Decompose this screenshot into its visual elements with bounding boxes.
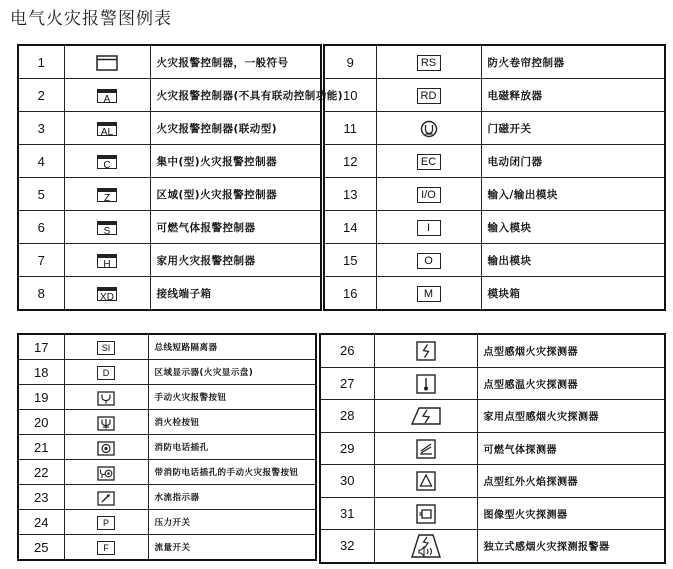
- legend-symbol-cell: [374, 432, 477, 465]
- legend-row: [18, 178, 321, 211]
- page-title: 电气火灾报警图例表: [10, 9, 172, 29]
- legend-symbol-cell: [64, 211, 150, 244]
- legend-symbol-cell: [64, 45, 150, 79]
- legend-number: 24: [18, 510, 64, 535]
- symbol-letter: I: [426, 222, 431, 234]
- legend-number: 7: [18, 244, 64, 277]
- legend-row: [324, 244, 665, 277]
- legend-row: [18, 244, 321, 277]
- legend-number: 20: [18, 410, 64, 435]
- legend-row: [320, 400, 665, 433]
- legend-row: [18, 460, 316, 485]
- legend-symbol-cell: [64, 277, 150, 311]
- legend-number: 2: [18, 79, 64, 112]
- legend-symbol-cell: [374, 334, 477, 367]
- box-h-icon: [97, 254, 117, 268]
- legend-row: [320, 432, 665, 465]
- legend-row: [320, 334, 665, 367]
- legend-symbol-cell: [376, 277, 481, 311]
- legend-row: [18, 360, 316, 385]
- symbol-letter: SI: [101, 343, 111, 353]
- legend-description: 电磁释放器: [481, 79, 665, 112]
- legend-description: 火灾报警控制器，一般符号: [150, 45, 321, 79]
- legend-number: 32: [320, 530, 374, 563]
- legend-symbol-cell: [64, 385, 148, 410]
- box-ec-icon: [417, 154, 441, 170]
- hydrant-button-icon: [97, 413, 115, 432]
- alarm-button-with-phone-jack-icon: [97, 463, 115, 482]
- legend-number: 21: [18, 435, 64, 460]
- legend-row: [18, 334, 316, 360]
- legend-row: [18, 385, 316, 410]
- legend-number: 16: [324, 277, 376, 311]
- legend-row: [324, 112, 665, 145]
- legend-symbol-cell: [376, 211, 481, 244]
- legend-number: 5: [18, 178, 64, 211]
- box-o-icon: [417, 253, 441, 269]
- legend-symbol-cell: [374, 465, 477, 498]
- legend-row: [324, 145, 665, 178]
- legend-number: 29: [320, 432, 374, 465]
- legend-row: [324, 211, 665, 244]
- legend-number: 8: [18, 277, 64, 311]
- legend-description: 家用点型感烟火灾探测器: [477, 400, 665, 433]
- legend-description: 模块箱: [481, 277, 665, 311]
- symbol-letter: RD: [420, 90, 437, 102]
- legend-description: 点型红外火焰探测器: [477, 465, 665, 498]
- legend-symbol-cell: [64, 435, 148, 460]
- box-f-icon: [97, 541, 115, 555]
- plain-box-icon: [96, 53, 118, 72]
- legend-description: 火灾报警控制器(联动型): [150, 112, 321, 145]
- legend-description: 集中(型)火灾报警控制器: [150, 145, 321, 178]
- symbol-letter: AL: [100, 127, 114, 138]
- legend-symbol-cell: [376, 178, 481, 211]
- box-c-icon: [97, 155, 117, 169]
- legend-description: 区域(型)火灾报警控制器: [150, 178, 321, 211]
- legend-description: 点型感烟火灾探测器: [477, 334, 665, 367]
- legend-row: [324, 45, 665, 79]
- legend-number: 13: [324, 178, 376, 211]
- legend-number: 9: [324, 45, 376, 79]
- legend-number: 31: [320, 497, 374, 530]
- water-flow-indicator-icon: [97, 488, 115, 507]
- legend-description: 水流指示器: [148, 485, 316, 510]
- box-rd-icon: [417, 88, 441, 104]
- legend-description: 输入模块: [481, 211, 665, 244]
- box-io-icon: [417, 187, 441, 203]
- legend-description: 可燃气体探测器: [477, 432, 665, 465]
- symbol-letter: EC: [420, 156, 437, 168]
- legend-symbol-cell: [376, 45, 481, 79]
- standalone-smoke-alarm-icon: [411, 535, 441, 554]
- legend-number: 18: [18, 360, 64, 385]
- legend-description: 输出模块: [481, 244, 665, 277]
- legend-row: [320, 367, 665, 400]
- manual-alarm-button-icon: [97, 388, 115, 407]
- symbol-letter: RS: [420, 57, 437, 69]
- legend-row: [18, 112, 321, 145]
- symbol-letter: XD: [100, 292, 114, 303]
- legend-number: 6: [18, 211, 64, 244]
- door-magnet-icon: [420, 118, 438, 137]
- fire-phone-jack-icon: [97, 438, 115, 457]
- legend-description: 独立式感烟火灾探测报警器: [477, 530, 665, 563]
- legend-number: 10: [324, 79, 376, 112]
- legend-symbol-cell: [64, 79, 150, 112]
- box-d-icon: [97, 366, 115, 380]
- legend-row: [18, 145, 321, 178]
- legend-number: 14: [324, 211, 376, 244]
- legend-description: 总线短路隔离器: [148, 334, 316, 360]
- symbol-letter: S: [103, 226, 111, 237]
- legend-row: [324, 277, 665, 311]
- symbol-letter: C: [103, 160, 111, 171]
- legend-number: 19: [18, 385, 64, 410]
- legend-description: 火灾报警控制器(不具有联动控制功能): [150, 79, 321, 112]
- legend-row: [18, 535, 316, 561]
- legend-number: 1: [18, 45, 64, 79]
- legend-symbol-cell: [64, 485, 148, 510]
- legend-description: 压力开关: [148, 510, 316, 535]
- legend-description: 手动火灾报警按钮: [148, 385, 316, 410]
- legend-number: 12: [324, 145, 376, 178]
- legend-row: [324, 178, 665, 211]
- legend-symbol-cell: [374, 367, 477, 400]
- legend-description: 电动闭门器: [481, 145, 665, 178]
- legend-symbol-cell: [64, 112, 150, 145]
- infrared-flame-detector-icon: [416, 471, 436, 490]
- legend-description: 带消防电话插孔的手动火灾报警按钮: [148, 460, 316, 485]
- legend-number: 4: [18, 145, 64, 178]
- legend-row: [18, 277, 321, 311]
- legend-number: 23: [18, 485, 64, 510]
- legend-symbol-cell: [64, 244, 150, 277]
- heat-detector-icon: [416, 373, 436, 392]
- legend-number: 3: [18, 112, 64, 145]
- legend-symbol-cell: [64, 334, 148, 360]
- symbol-letter: M: [423, 288, 434, 300]
- legend-number: 26: [320, 334, 374, 367]
- box-al-icon: [97, 122, 117, 136]
- legend-symbol-cell: [374, 530, 477, 563]
- legend-row: [18, 79, 321, 112]
- legend-symbol-cell: [64, 510, 148, 535]
- box-rs-icon: [417, 55, 441, 71]
- legend-number: 30: [320, 465, 374, 498]
- legend-symbol-cell: [374, 400, 477, 433]
- symbol-letter: P: [102, 518, 109, 528]
- legend-description: 消火栓按钮: [148, 410, 316, 435]
- box-i-icon: [417, 220, 441, 236]
- legend-symbol-cell: [376, 79, 481, 112]
- legend-symbol-cell: [376, 112, 481, 145]
- legend-symbol-cell: [376, 145, 481, 178]
- legend-symbol-cell: [64, 145, 150, 178]
- box-z-icon: [97, 188, 117, 202]
- legend-row: [18, 435, 316, 460]
- legend-row: [18, 510, 316, 535]
- image-fire-detector-icon: [416, 503, 436, 522]
- legend-number: 22: [18, 460, 64, 485]
- symbol-letter: I/O: [421, 189, 436, 201]
- legend-description: 图像型火灾探测器: [477, 497, 665, 530]
- legend-symbol-cell: [374, 497, 477, 530]
- legend-number: 17: [18, 334, 64, 360]
- symbol-letter: Z: [103, 193, 111, 204]
- legend-table-2: [323, 44, 666, 311]
- legend-description: 可燃气体报警控制器: [150, 211, 321, 244]
- symbol-letter: D: [102, 368, 110, 378]
- legend-number: 15: [324, 244, 376, 277]
- legend-table-4: [319, 333, 666, 564]
- legend-description: 消防电话插孔: [148, 435, 316, 460]
- legend-number: 11: [324, 112, 376, 145]
- legend-row: [18, 45, 321, 79]
- legend-symbol-cell: [64, 460, 148, 485]
- home-smoke-detector-icon: [410, 406, 442, 425]
- legend-row: [18, 410, 316, 435]
- box-p-icon: [97, 516, 115, 530]
- box-s-icon: [97, 221, 117, 235]
- box-xd-icon: [97, 287, 117, 301]
- legend-table-1: [17, 44, 344, 311]
- symbol-letter: F: [103, 543, 109, 553]
- legend-symbol-cell: [64, 410, 148, 435]
- legend-number: 27: [320, 367, 374, 400]
- legend-description: 家用火灾报警控制器: [150, 244, 321, 277]
- symbol-letter: O: [424, 255, 433, 267]
- legend-symbol-cell: [64, 178, 150, 211]
- legend-symbol-cell: [64, 360, 148, 385]
- box-a-icon: [97, 89, 117, 103]
- legend-description: 接线端子箱: [150, 277, 321, 311]
- legend-description: 流量开关: [148, 535, 316, 561]
- legend-symbol-cell: [64, 535, 148, 561]
- symbol-letter: H: [103, 259, 111, 270]
- legend-number: 28: [320, 400, 374, 433]
- legend-description: 门磁开关: [481, 112, 665, 145]
- legend-description: 防火卷帘控制器: [481, 45, 665, 79]
- legend-row: [18, 485, 316, 510]
- symbol-letter: A: [103, 94, 111, 105]
- box-si-icon: [97, 341, 115, 355]
- legend-row: [320, 530, 665, 563]
- legend-description: 区域显示器(火灾显示盘): [148, 360, 316, 385]
- box-m-icon: [417, 286, 441, 302]
- legend-row: [18, 211, 321, 244]
- gas-detector-icon: [416, 438, 436, 457]
- legend-description: 点型感温火灾探测器: [477, 367, 665, 400]
- legend-description: 输入/输出模块: [481, 178, 665, 211]
- legend-symbol-cell: [376, 244, 481, 277]
- smoke-detector-icon: [416, 341, 436, 360]
- legend-row: [320, 465, 665, 498]
- legend-table-3: [17, 333, 317, 561]
- legend-number: 25: [18, 535, 64, 561]
- legend-row: [320, 497, 665, 530]
- legend-row: [324, 79, 665, 112]
